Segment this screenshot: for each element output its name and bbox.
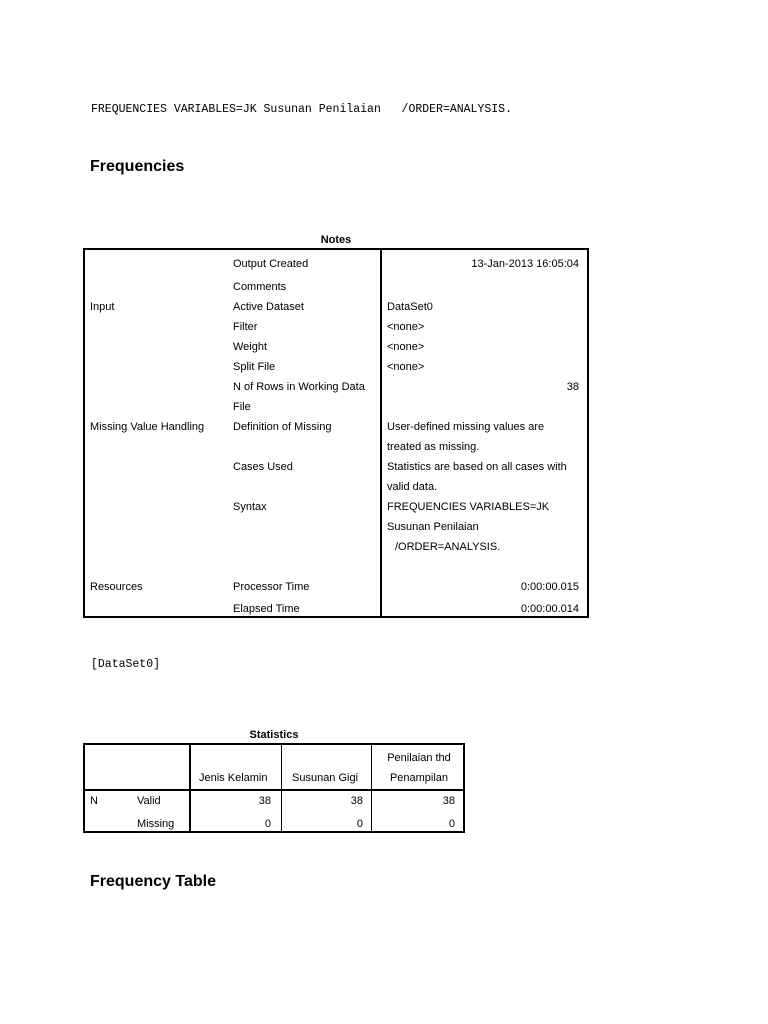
notes-filter-value: <none> xyxy=(387,321,425,333)
notes-cases-used-label: Cases Used xyxy=(233,461,293,473)
notes-active-dataset-value: DataSet0 xyxy=(387,301,433,313)
notes-processor-time-value: 0:00:00.015 xyxy=(520,581,579,593)
statistics-col-penilaian-line1: Penilaian thd xyxy=(387,752,451,764)
notes-output-created-label: Output Created xyxy=(233,258,309,270)
dataset-tag: [DataSet0] xyxy=(91,658,161,671)
notes-syntax-value-line1: FREQUENCIES VARIABLES=JK xyxy=(387,501,550,513)
notes-input-section: Input xyxy=(90,301,115,313)
frequency-table-heading: Frequency Table xyxy=(90,873,216,890)
frequencies-heading: Frequencies xyxy=(90,158,185,175)
notes-n-rows-value: 38 xyxy=(566,381,579,393)
statistics-valid-penilaian: 38 xyxy=(442,795,455,807)
notes-comments-label: Comments xyxy=(233,281,287,293)
notes-elapsed-time-label: Elapsed Time xyxy=(233,603,300,615)
notes-resources-section: Resources xyxy=(90,581,143,593)
statistics-row-group-n: N xyxy=(90,795,98,807)
notes-elapsed-time-value: 0:00:00.014 xyxy=(520,603,579,615)
notes-output-created-value: 13-Jan-2013 16:05:04 xyxy=(471,258,579,270)
statistics-missing-jenis-kelamin: 0 xyxy=(264,818,271,830)
notes-split-file-label: Split File xyxy=(233,361,276,373)
statistics-col-penilaian-line2: Penampilan xyxy=(389,772,449,784)
statistics-valid-jenis-kelamin: 38 xyxy=(258,795,271,807)
notes-n-rows-label-line1: N of Rows in Working Data xyxy=(233,381,365,393)
statistics-missing-penilaian: 0 xyxy=(448,818,455,830)
notes-split-file-value: <none> xyxy=(387,361,425,373)
statistics-valid-label: Valid xyxy=(137,795,161,807)
notes-definition-missing-value-line2: treated as missing. xyxy=(387,441,480,453)
notes-divider xyxy=(380,250,382,616)
statistics-valid-susunan-gigi: 38 xyxy=(350,795,363,807)
notes-definition-missing-label: Definition of Missing xyxy=(233,421,332,433)
statistics-col-jenis-kelamin: Jenis Kelamin xyxy=(199,772,268,784)
statistics-table-title: Statistics xyxy=(249,729,299,741)
notes-weight-value: <none> xyxy=(387,341,425,353)
notes-syntax-value-line2: Susunan Penilaian xyxy=(387,521,479,533)
statistics-missing-susunan-gigi: 0 xyxy=(356,818,363,830)
notes-active-dataset-label: Active Dataset xyxy=(233,301,304,313)
notes-cases-used-value-line2: valid data. xyxy=(387,481,438,493)
statistics-col-divider xyxy=(281,745,282,831)
notes-weight-label: Weight xyxy=(233,341,268,353)
notes-processor-time-label: Processor Time xyxy=(233,581,310,593)
notes-cases-used-value-line1: Statistics are based on all cases with xyxy=(387,461,567,473)
syntax-command-text: FREQUENCIES VARIABLES=JK Susunan Penilaian /ORDER=ANALYSIS. xyxy=(91,103,512,116)
notes-missing-section: Missing Value Handling xyxy=(90,421,205,433)
statistics-col-divider xyxy=(189,745,191,831)
notes-table xyxy=(83,248,589,618)
notes-filter-label: Filter xyxy=(233,321,258,333)
statistics-col-susunan-gigi: Susunan Gigi xyxy=(292,772,359,784)
notes-n-rows-label-line2: File xyxy=(233,401,251,413)
notes-syntax-label: Syntax xyxy=(233,501,267,513)
notes-table-title: Notes xyxy=(320,234,352,246)
notes-syntax-value-line3: /ORDER=ANALYSIS. xyxy=(395,541,501,553)
statistics-missing-label: Missing xyxy=(137,818,175,830)
statistics-table xyxy=(83,743,465,833)
notes-definition-missing-value-line1: User-defined missing values are xyxy=(387,421,545,433)
